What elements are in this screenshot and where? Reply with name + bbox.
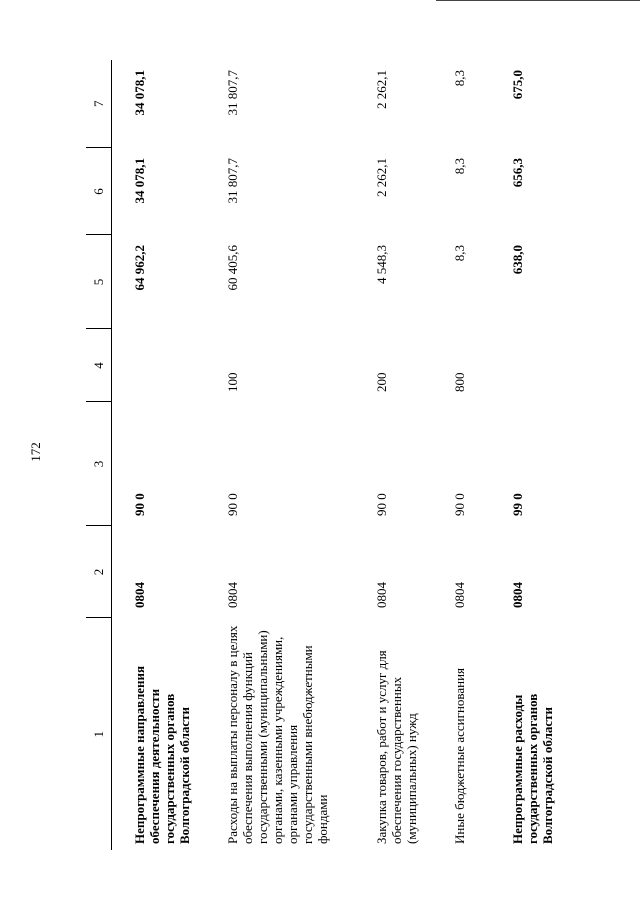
target-code: 99 0 [510, 493, 525, 516]
section-code: 0804 [225, 582, 240, 608]
amount-col7: 675,0 [510, 70, 525, 100]
table-row [207, 60, 356, 850]
top-edge-rule [436, 0, 640, 1]
column-header: 5 [86, 235, 112, 329]
section-code: 0804 [452, 582, 467, 608]
row-name: Непрограммные направления обеспечения деятельности государственных органов Волгоградской области [132, 665, 192, 844]
column-header: 2 [86, 526, 112, 618]
column-header: 1 [86, 618, 112, 850]
column-header: 4 [86, 329, 112, 402]
row-name: Закупка товаров, работ и услуг для обеспечения государственных (муниципальных) нужд [374, 650, 419, 844]
rotated-page-frame [86, 60, 586, 850]
amount-col5: 8,3 [452, 245, 467, 262]
target-code: 90 0 [132, 493, 147, 516]
row-name: Непрограммные расходы государственных органов Волгоградской области [510, 693, 555, 844]
target-code: 90 0 [225, 493, 240, 516]
expense-type-code: 100 [225, 372, 240, 392]
amount-col7: 8,3 [452, 70, 467, 87]
expense-type-code: 200 [374, 372, 389, 392]
table-row [488, 60, 562, 850]
amount-col7: 34 078,1 [132, 70, 147, 116]
target-code: 90 0 [374, 493, 389, 516]
section-code: 0804 [132, 582, 147, 608]
expense-type-code: 800 [452, 372, 467, 392]
amount-col5: 64 962,2 [132, 245, 147, 291]
amount-col7: 2 262,1 [374, 70, 389, 109]
row-name: Иные бюджетные ассигнования [452, 667, 467, 844]
target-code: 90 0 [452, 493, 467, 516]
budget-table-container [86, 60, 586, 850]
column-header: 3 [86, 402, 112, 526]
amount-col6: 34 078,1 [132, 158, 147, 204]
amount-col5: 60 405,6 [225, 245, 240, 291]
amount-col6: 31 807,7 [225, 158, 240, 204]
column-header: 6 [86, 148, 112, 235]
row-name: Расходы на выплаты персоналу в целях обеспечения выполнения функций государственными (муниципальными) органами, казенными учреждениями, органами управления государственными внебюджетными фондами [225, 625, 330, 844]
amount-col5: 4 548,3 [374, 245, 389, 284]
amount-col5: 638,0 [510, 245, 525, 275]
amount-col6: 2 262,1 [374, 158, 389, 197]
page-number: 172 [28, 442, 43, 462]
expense-type-code [488, 329, 562, 402]
amount-col7: 31 807,7 [225, 70, 240, 116]
table-row [430, 60, 488, 850]
budget-table [86, 60, 562, 850]
amount-col6: 656,3 [510, 158, 525, 188]
section-code: 0804 [374, 582, 389, 608]
expense-type-code [112, 329, 208, 402]
table-row [356, 60, 430, 850]
amount-col6: 8,3 [452, 158, 467, 175]
section-code: 0804 [510, 582, 525, 608]
table-row [112, 60, 208, 850]
column-header: 7 [86, 60, 112, 148]
table-header-row [86, 60, 112, 850]
